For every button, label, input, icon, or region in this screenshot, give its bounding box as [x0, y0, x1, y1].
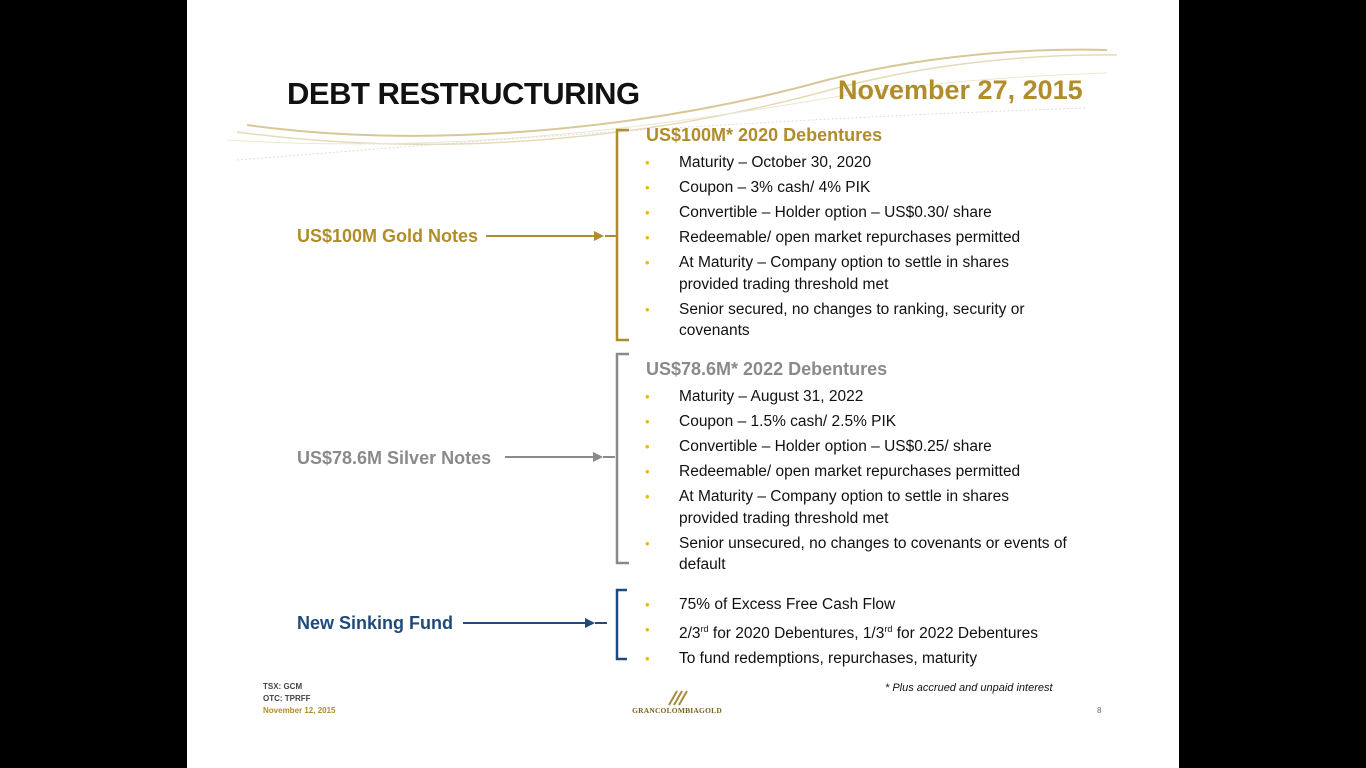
list-item: • 75% of Excess Free Cash Flow	[646, 594, 1086, 616]
list-item: • Convertible – Holder option – US$0.25/ share	[646, 436, 1066, 458]
gold-bracket	[611, 128, 631, 343]
list-item: • Convertible – Holder option – US$0.30/ share	[646, 202, 1066, 224]
list-item: • Senior secured, no changes to ranking, security or covenants	[646, 299, 1049, 342]
slide	[187, 0, 1179, 768]
page-title: DEBT RESTRUCTURING	[287, 76, 640, 111]
silver-notes-label: US$78.6M Silver Notes	[297, 448, 492, 468]
footer-tickers	[263, 681, 336, 717]
list-item: • Maturity – August 31, 2022	[646, 386, 1066, 408]
silver-debentures-list	[646, 386, 1066, 579]
superscript-2: rd	[884, 624, 893, 634]
ticker-tsx: TSX: GCM	[263, 682, 303, 691]
logo-wordmark: GRANCOLOMBIAGOLD	[632, 706, 722, 715]
footnote: * Plus accrued and unpaid interest	[885, 682, 1053, 694]
list-item: • To fund redemptions, repurchases, maturity	[646, 648, 1086, 670]
superscript-1: rd	[700, 624, 709, 634]
ticker-otc: OTC: TPRFF	[263, 694, 311, 703]
list-item: • Maturity – October 30, 2020	[646, 152, 1066, 174]
sinking-fund-arrow-icon	[457, 612, 617, 634]
fraction-text-3: for 2022 Debentures	[892, 625, 1039, 643]
fraction-text-2: for 2020 Debentures, 1/3	[708, 625, 885, 643]
company-logo	[627, 688, 727, 718]
gold-debentures-list	[646, 152, 1066, 345]
list-item: • Senior unsecured, no changes to covenants or events of default	[646, 533, 1074, 576]
fraction-text-1: 2/3	[679, 625, 701, 643]
sinking-fund-label: New Sinking Fund	[297, 613, 453, 633]
logo-mark-icon	[665, 688, 691, 706]
silver-bracket	[611, 352, 631, 566]
sinking-fund-list	[646, 594, 1086, 673]
list-item: • At Maturity – Company option to settle in shares provided trading threshold met	[646, 252, 1039, 295]
page-number: 8	[1097, 706, 1102, 715]
slide-date: November 27, 2015	[838, 75, 1083, 105]
list-item: • Coupon – 1.5% cash/ 2.5% PIK	[646, 411, 1066, 433]
sinking-fund-bracket	[611, 588, 631, 662]
list-item: • Redeemable/ open market repurchases permitted	[646, 461, 1066, 483]
list-item: • At Maturity – Company option to settle in shares provided trading threshold met	[646, 486, 1039, 529]
gold-debentures-heading: US$100M* 2020 Debentures	[646, 125, 883, 145]
list-item: • Coupon – 3% cash/ 4% PIK	[646, 177, 1066, 199]
list-item: • Redeemable/ open market repurchases permitted	[646, 227, 1066, 249]
list-item-fraction	[646, 619, 1086, 645]
footer-date: November 12, 2015	[263, 706, 336, 715]
silver-arrow-icon	[497, 446, 617, 468]
silver-debentures-heading: US$78.6M* 2022 Debentures	[646, 359, 888, 379]
gold-notes-label: US$100M Gold Notes	[297, 226, 479, 246]
